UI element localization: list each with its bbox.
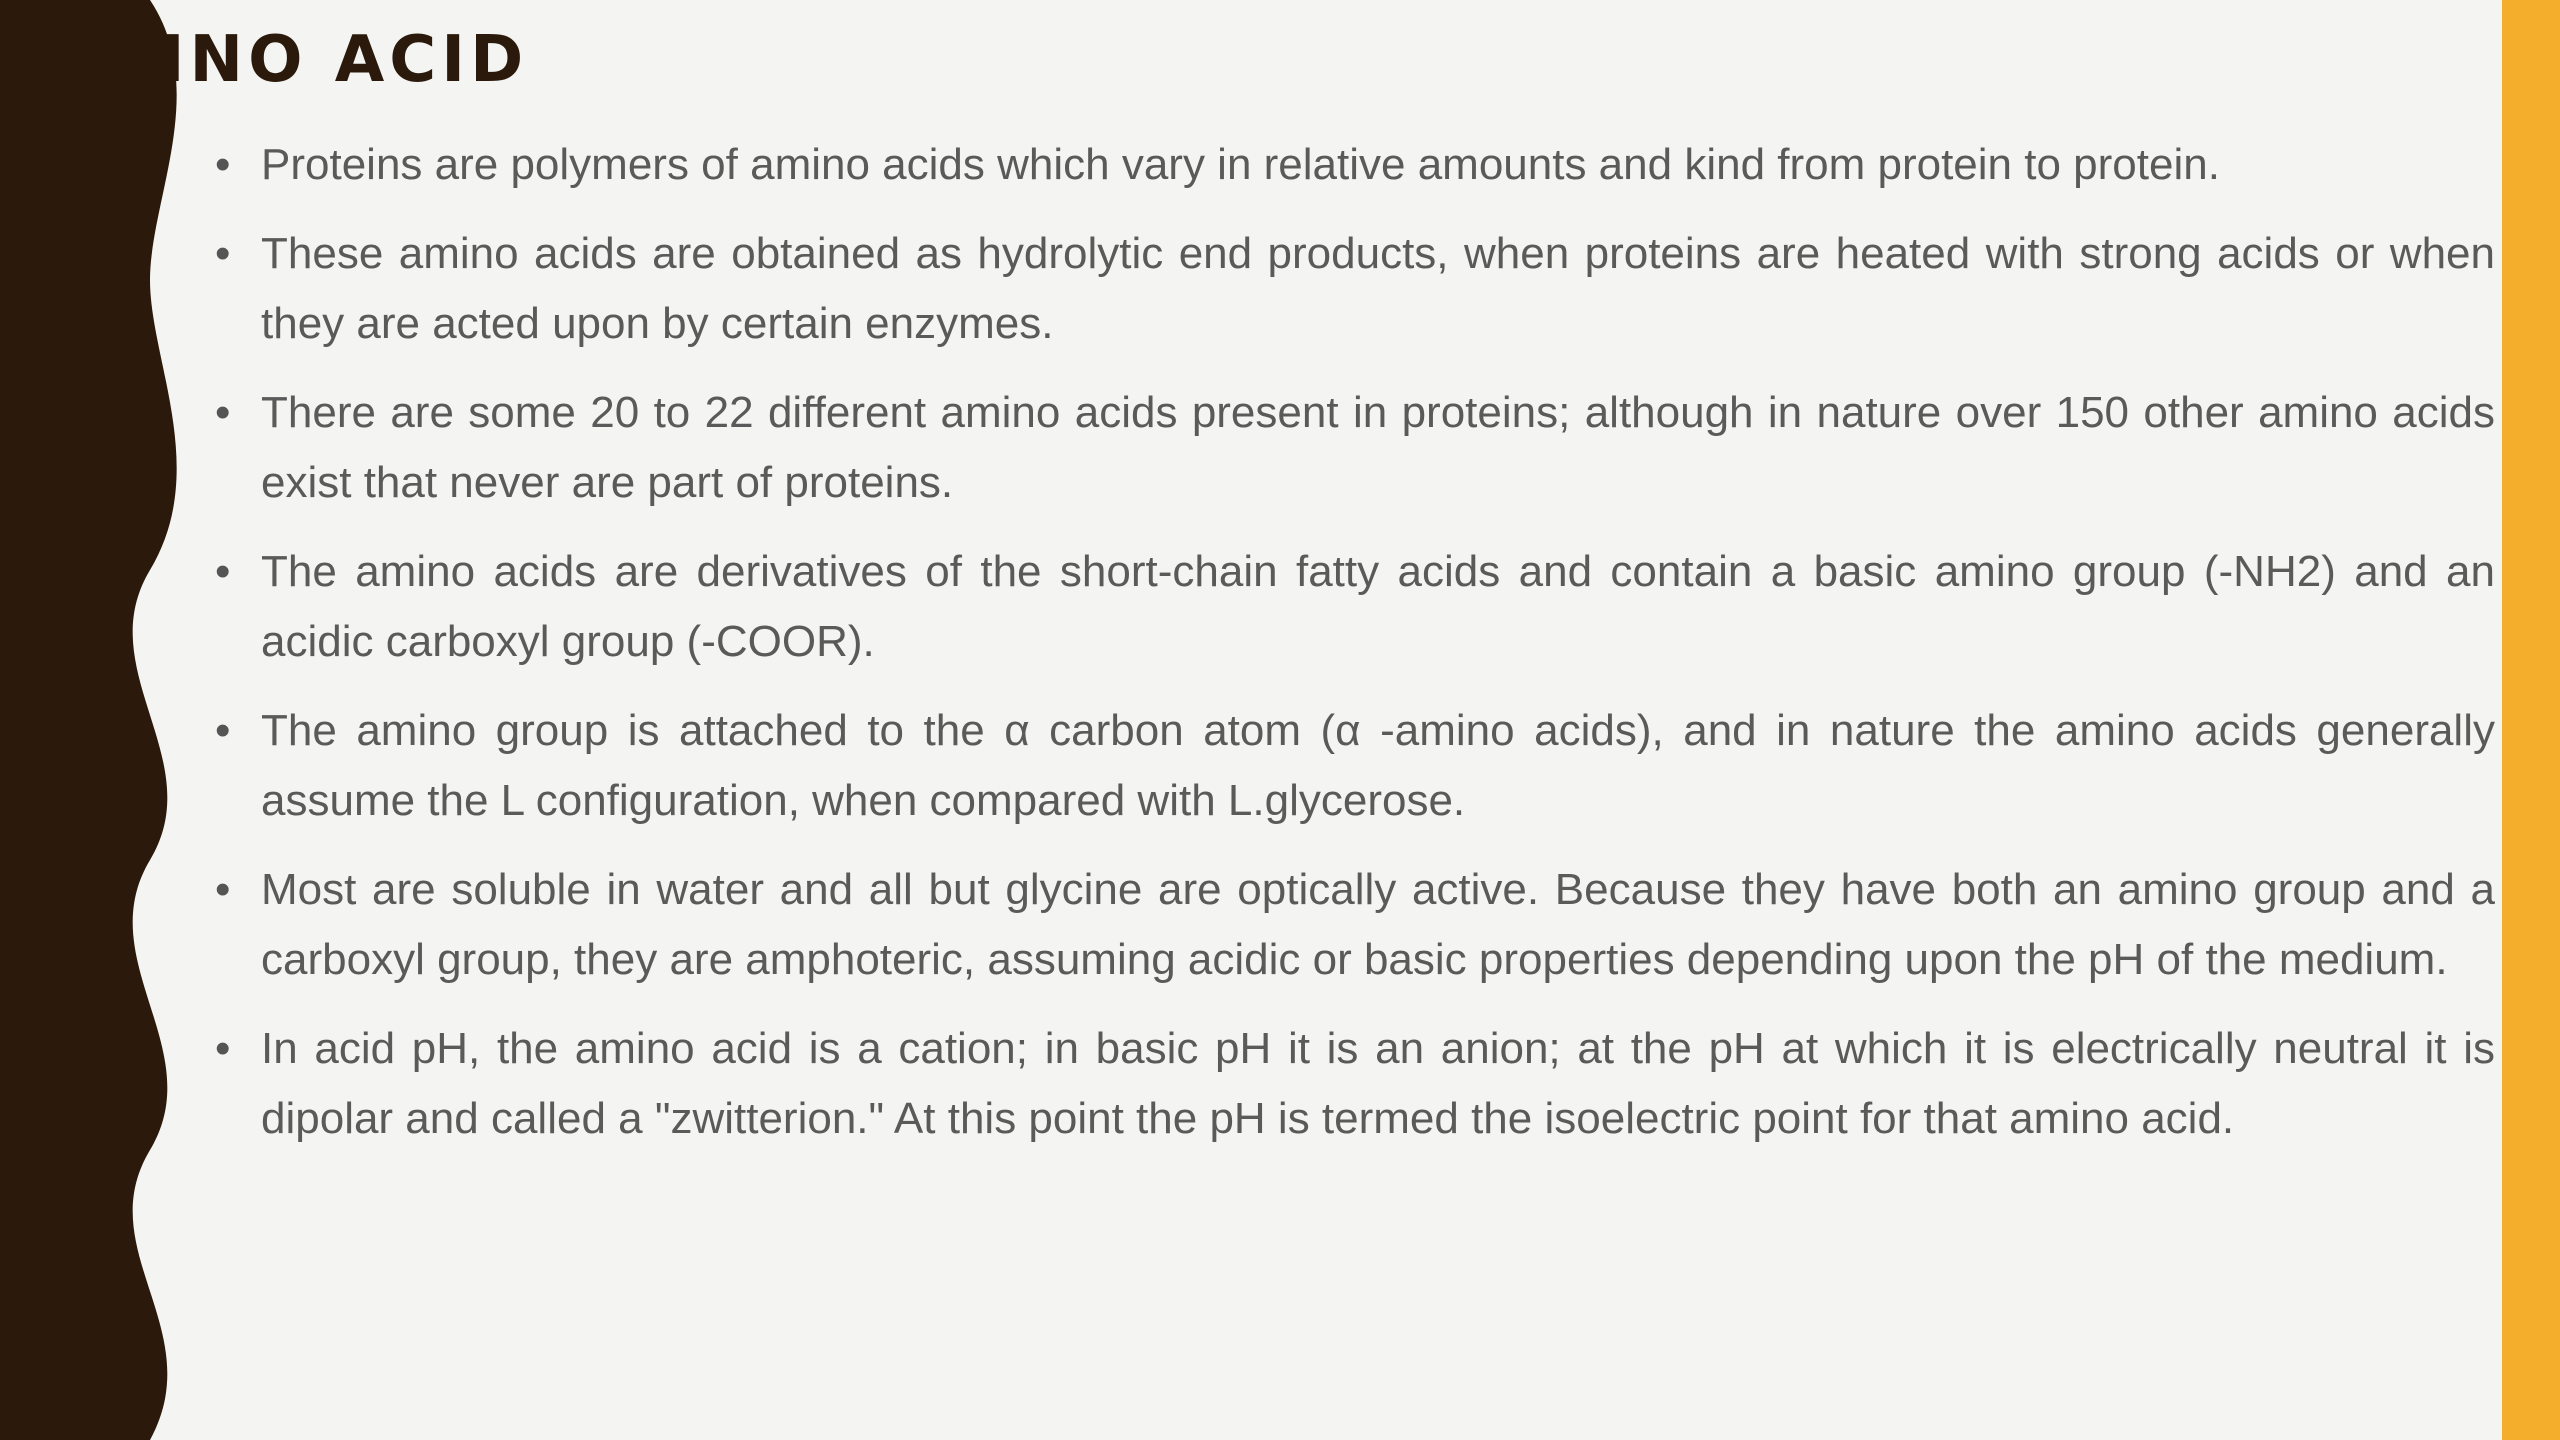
bullet-text: There are some 20 to 22 different amino acids present in proteins; although in nature over 150 other amino acids exist that never are part of proteins. (261, 387, 2495, 507)
bullet-glyph: • (215, 228, 231, 278)
accent-right-band (2502, 0, 2560, 1440)
bullet-glyph: • (215, 864, 231, 914)
wavy-left-band (0, 0, 200, 1440)
bullet-text: The amino group is attached to the α carbon atom (α -amino acids), and in nature the amino acids generally assume the L configuration, when compared with L.glycerose. (261, 705, 2495, 825)
bullet-text: Proteins are polymers of amino acids which vary in relative amounts and kind from protein to protein. (261, 140, 2220, 189)
bullet-item (200, 1014, 2495, 1155)
wavy-band-shape (0, 0, 177, 1440)
bullet-item (200, 855, 2495, 996)
bullet-glyph: • (215, 705, 231, 755)
bullet-list (200, 130, 2495, 1173)
bullet-item (200, 130, 2495, 201)
bullet-item (200, 696, 2495, 837)
bullet-item (200, 219, 2495, 360)
bullet-glyph: • (215, 546, 231, 596)
bullet-item (200, 537, 2495, 678)
bullet-text: These amino acids are obtained as hydrolytic end products, when proteins are heated with strong acids or when they are acted upon by certain enzymes. (261, 228, 2495, 348)
bullet-text: In acid pH, the amino acid is a cation; in basic pH it is an anion; at the pH at which it is electrically neutral it is dipolar and called a "zwitterion." At this point the pH is termed the isoelectric point for that amino acid. (261, 1023, 2495, 1143)
bullet-item (200, 378, 2495, 519)
bullet-text: The amino acids are derivatives of the short-chain fatty acids and contain a basic amino group (-NH2) and an acidic carboxyl group (-COOR). (261, 546, 2495, 666)
bullet-glyph: • (215, 140, 231, 189)
slide-title: MINO ACID (92, 23, 529, 97)
bullet-glyph: • (215, 1023, 231, 1073)
bullet-glyph: • (215, 387, 231, 437)
bullet-text: Most are soluble in water and all but glycine are optically active. Because they have both an amino group and a carboxyl group, they are amphoteric, assuming acidic or basic properties depending upon the pH of the medium. (261, 864, 2495, 984)
